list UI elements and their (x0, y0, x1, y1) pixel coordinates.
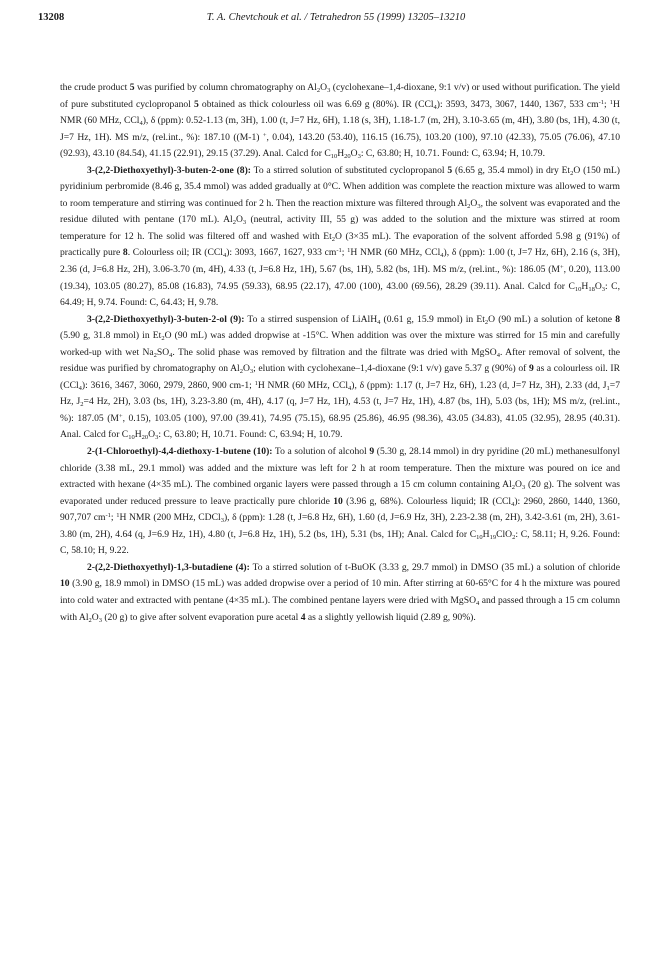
subscript: 10 (330, 153, 338, 161)
bold-run: 9 (369, 446, 375, 458)
subscript: 3 (521, 484, 526, 492)
bold-run: 5 (194, 98, 199, 110)
subscript: 4 (433, 103, 437, 111)
text-run: (cyclohexane–1,4-dioxane, 9:1 v/v) or used without purification. The yield of pure substituted cyclopropanol (60, 82, 620, 110)
subscript: 2 (239, 368, 243, 376)
text-run: ; (341, 247, 348, 259)
subscript: 3 (155, 434, 159, 442)
article-body (60, 80, 620, 626)
subscript: 2 (511, 484, 516, 492)
subscript: 2 (80, 401, 84, 409)
text-run: SO (156, 346, 170, 358)
superscript: + (118, 412, 123, 420)
text-run: H (581, 280, 589, 292)
paragraph (60, 312, 620, 444)
text-run: (neutral, activity III, 55 g) was added to the solution and the mixture was stirred at room temperature for 12 h. The solid was filtered off and washed with Et (60, 214, 620, 242)
text-run: : C, 63.80; H, 10.71. Found: C, 63.94; H, 10.79. (158, 429, 343, 441)
text-run: : C, 64.49; H, 9.74. Found: C, 64.43; H, 9.78. (60, 280, 620, 309)
text-run: To a stirred suspension of LiAlH (244, 313, 378, 325)
subscript: 20 (141, 434, 149, 442)
text-run: H NMR (200 MHz, CDCl (119, 512, 221, 524)
bold-run: 10 (333, 495, 343, 507)
text-run: as a slightly yellowish liquid (2.89 g, 90%). (305, 611, 476, 623)
subscript: 4 (139, 120, 143, 128)
subscript: 3 (98, 616, 102, 624)
paragraph (60, 163, 620, 312)
bold-run: 4 (300, 611, 306, 623)
subscript: 3 (327, 87, 331, 94)
subscript: 4 (511, 500, 515, 508)
text-run: (3.96 g, 68%). Colourless liquid; IR (CCl (342, 495, 512, 507)
subscript: 2 (316, 87, 321, 94)
subscript: 4 (377, 318, 381, 326)
text-run: : C, 58.11; H, 9.26. Found: C, 58.10; H, 9.22. (60, 528, 620, 557)
text-run: To a stirred solution of t-BuOK (3.33 g, 29.7 mmol) in DMSO (35 mL) a solution of chloride (249, 561, 620, 573)
text-run: ), δ (ppm): 0.52-1.13 (m, 3H), 1.00 (t, J=7 Hz, 6H), 1.18 (s, 3H), 1.18-1.7 (m, 2H), 3.10-3.65 (m, 4H), 3.80 (bs, 1H), 4.30 (t, J=7 Hz, 1H). MS m/z, (rel.int., %): 187.10 ((M-1) (60, 115, 620, 143)
text-run: ClO (496, 528, 513, 540)
subscript: 3 (242, 219, 247, 227)
subscript: 1 (606, 384, 610, 392)
subscript: 19 (489, 533, 497, 541)
subscript: 2 (331, 235, 336, 243)
subscript: 18 (588, 285, 595, 293)
text-run: (3.90 g, 18.9 mmol) in DMSO (15 mL) was added dropwise over a period of 10 min. After stirring at 60-65°C for 4 h the mixture was poured into cold water and extracted with pentane (4×35 mL). The combined pentane layers were dried with MgSO (60, 578, 620, 606)
bold-run: 8 (122, 247, 128, 259)
text-run: O (350, 148, 358, 160)
subscript: 2 (570, 169, 574, 177)
text-run: H (482, 528, 490, 540)
text-run: (5.90 g, 31.8 mmol) in Et (60, 330, 162, 342)
superscript: 1 (116, 512, 120, 520)
text-run: H NMR (60 MHz, CCl (60, 98, 620, 127)
text-run: ), δ (ppm): 1.17 (t, J=7 Hz, 6H), 1.23 (d, J=7 Hz, 3H), 2.33 (dd, J (351, 379, 607, 391)
text-run: =7 Hz, J (60, 379, 621, 408)
text-run: ), δ (ppm): 1.00 (t, J=7 Hz, 6H), 2.16 (s, 3H), 2.36 (d, J=6.8 Hz, 2H), 3.06-3.70 (m, 4H), 4.33 (t, J=6.8 Hz, 1H), 5.67 (bs, 1H), 5.82 (bs, 1H). MS m/z, (rel.int., %): 186.05 (M (60, 247, 620, 276)
subscript: 3 (249, 368, 254, 376)
subscript: 4 (78, 384, 82, 392)
subscript: 3 (357, 153, 361, 161)
text-run: , 0.15), 103.05 (100), 97.00 (39.41), 74.95 (75.15), 68.95 (25.86), 46.95 (98.36), 43.05 (34.83), 41.05 (32.95), 28.95 (40.31). Anal. Calcd for C (60, 412, 620, 441)
text-run: was purified by column chromatography on Al (134, 82, 317, 93)
subscript: 4 (222, 252, 227, 260)
superscript: -1 (598, 98, 604, 106)
text-run: ): 3616, 3467, 3060, 2979, 2860, 900 cm-1; (81, 379, 255, 391)
text-run: To a solution of alcohol (272, 446, 370, 458)
subscript: 10 (476, 533, 483, 541)
text-run: ): 3593, 3473, 3067, 1440, 1367, 533 cm (436, 98, 599, 110)
text-run: , 0.20), 113.00 (19.34), 103.05 (80.27), 85.08 (16.83), 74.95 (59.33), 68.95 (22.17), 47.00 (100), 43.00 (69.56), 28.29 (39.11). Anal. Calcd for C (60, 264, 620, 292)
bold-run: 10 (60, 578, 70, 590)
subscript: 4 (476, 599, 480, 607)
text-run: as a colourless oil. IR (CCl (60, 363, 620, 391)
subscript: 2 (161, 335, 165, 343)
superscript: + (559, 264, 564, 272)
text-run: ; (604, 98, 610, 110)
text-run: O (91, 611, 99, 623)
superscript: 1 (254, 379, 258, 387)
subscript: 2 (512, 533, 516, 541)
superscript: -1 (336, 247, 342, 255)
bold-run: 5 (129, 82, 135, 93)
text-run: ; (110, 512, 117, 524)
text-run: O (235, 214, 243, 226)
text-run: ), δ (ppm): 1.28 (t, J=6.8 Hz, 6H), 1.60 (d, J=6.9 Hz, 3H), 2.23-2.38 (m, 2H), 3.42-3.61 (m, 2H), 3.61-3.80 (m, 2H), 4.64 (q, J=6.9 Hz, 1H), 4.80 (t, J=6.8 Hz, 1H), 5.2 (bs, 1H), 5.31 (bs, 1H); Anal. Calcd for C (60, 512, 620, 540)
subscript: 4 (169, 351, 173, 359)
subscript: 4 (440, 252, 444, 260)
subscript: 3 (220, 517, 224, 525)
text-run: ): 3093, 1667, 1627, 933 cm (226, 247, 337, 259)
subscript: 3 (601, 285, 606, 293)
subscript: 2 (484, 318, 489, 326)
text-run: . The solid phase was removed by filtration and the filtrate was dried with MgSO (172, 346, 497, 358)
text-run: O (148, 429, 156, 441)
text-run: (20 g) to give after solvent evaporation pure acetal (101, 611, 301, 623)
text-run: O (3×35 mL). The evaporation of the solvent afforded 5.98 g (91%) of practically pure (60, 230, 620, 259)
text-run: O (150 mL) pyridinium perbromide (8.46 g, 35.4 mmol) was added gradually at 0°C. When addition was complete the reaction mixture was allowed to warm to room temperature and stirring was continued for 2 h. Then the reaction mixture was filtered through Al (60, 164, 620, 209)
text-run: H NMR (60 MHz, CCl (350, 247, 441, 259)
superscript: -1 (105, 512, 111, 520)
subscript: 2 (467, 202, 471, 210)
bold-run: 5 (447, 164, 453, 176)
bold-run: 3-(2,2-Diethoxyethyl)-3-buten-2-ol (9): (87, 313, 245, 325)
text-run: H (337, 148, 345, 160)
paragraph (60, 560, 620, 626)
text-run: , 0.04), 143.20 (53.40), 116.15 (16.75), 103.20 (100), 97.10 (42.33), 75.05 (76.06), 47.10 (92.93), 43.10 (84.54), 41.15 (22.91), 29.15 (37.29). Anal. Calcd for C (60, 131, 620, 160)
text-run: (5.30 g, 28.14 mmol) in dry pyridine (20 mL) methanesulfonyl chloride (3.38 mL, 29.1 mmol) was added and the mixture was left for 2 h at room temperature. Then the mixture was poured on ice and extracted with hexane (4×35 mL). The combined organic layers were passed through a 15 cm column containing Al (60, 446, 621, 491)
subscript: 10 (574, 285, 582, 293)
subscript: 2 (232, 219, 236, 227)
text-run: O (90 mL) was added dropwise at -15°C. When addition was over the mixture was stirred for 15 min and carefully worked-up with wet Na (60, 330, 620, 358)
bold-run: 2-(1-Chloroethyl)-4,4-diethoxy-1-butene (10): (87, 446, 273, 458)
paragraph (60, 444, 620, 560)
bold-run: 8 (615, 313, 621, 325)
running-title: T. A. Chevtchouk et al. / Tetrahedron 55 (1999) 13205–13210 (206, 12, 466, 23)
text-run: the crude product (60, 82, 130, 93)
text-run: . After removal of solvent, the residue was purified by chromatography on Al (60, 346, 620, 375)
text-run: To a stirred solution of substituted cyclopropanol (251, 164, 448, 176)
subscript: 2 (88, 616, 92, 624)
text-run: =4 Hz, 2H), 3.03 (bs, 1H), 3.23-3.80 (m, 4H), 4.17 (q, J=7 Hz, 1H), 4.53 (t, J=7 Hz, 1H), 4.87 (bs, 1H), 5.03 (bs, 1H); MS m/z, (rel.int., %): 187.05 (M (60, 396, 621, 424)
superscript: + (262, 131, 267, 139)
text-run: and passed through a 15 cm column with Al (60, 594, 620, 623)
text-run: ; elution with cyclohexane–1,4-dioxane (9:1 v/v) gave 5.37 g (90%) of (253, 363, 529, 375)
subscript: 4 (496, 351, 500, 359)
subscript: 2 (153, 351, 157, 359)
text-run: O (242, 363, 250, 375)
text-run: O (470, 197, 478, 209)
page-number: 13208 (38, 12, 65, 23)
text-run: (0.61 g, 15.9 mmol) in Et (380, 313, 485, 325)
superscript: 1 (347, 247, 351, 255)
text-run: (6.65 g, 35.4 mmol) in dry Et (452, 164, 571, 176)
subscript: 10 (128, 434, 135, 442)
superscript: 1 (609, 98, 614, 106)
subscript: 4 (348, 384, 352, 392)
text-run: : C, 63.80; H, 10.71. Found: C, 63.94; H, 10.79. (360, 148, 546, 160)
bold-run: 2-(2,2-Diethoxyethyl)-1,3-butadiene (4): (87, 561, 250, 573)
subscript: 20 (344, 153, 351, 161)
text-run: H (134, 429, 142, 441)
bold-run: 9 (528, 363, 534, 375)
text-run: H NMR (60 MHz, CCl (257, 379, 349, 391)
paragraph (60, 80, 620, 163)
text-run: O (320, 82, 328, 93)
text-run: O (90 mL) a solution of ketone (488, 313, 616, 325)
text-run: obtained as thick colourless oil was 6.69 g (80%). IR (CCl (198, 98, 434, 110)
running-header (38, 12, 612, 28)
text-run: O (515, 479, 522, 491)
bold-run: 3-(2,2-Diethoxyethyl)-3-buten-2-one (8): (87, 164, 251, 176)
text-run: ): 2960, 2860, 1440, 1360, 907,707 cm (60, 495, 620, 524)
subscript: 3 (477, 202, 481, 210)
text-run: O (594, 280, 602, 292)
text-run: (20 g). The solvent was evaporated under reduced pressure to leave practically pure chloride (60, 479, 621, 507)
text-run: , the solvent was evaporated and the residue diluted with pentane (170 mL). Al (60, 197, 620, 226)
text-run: . Colourless oil; IR (CCl (127, 247, 223, 259)
